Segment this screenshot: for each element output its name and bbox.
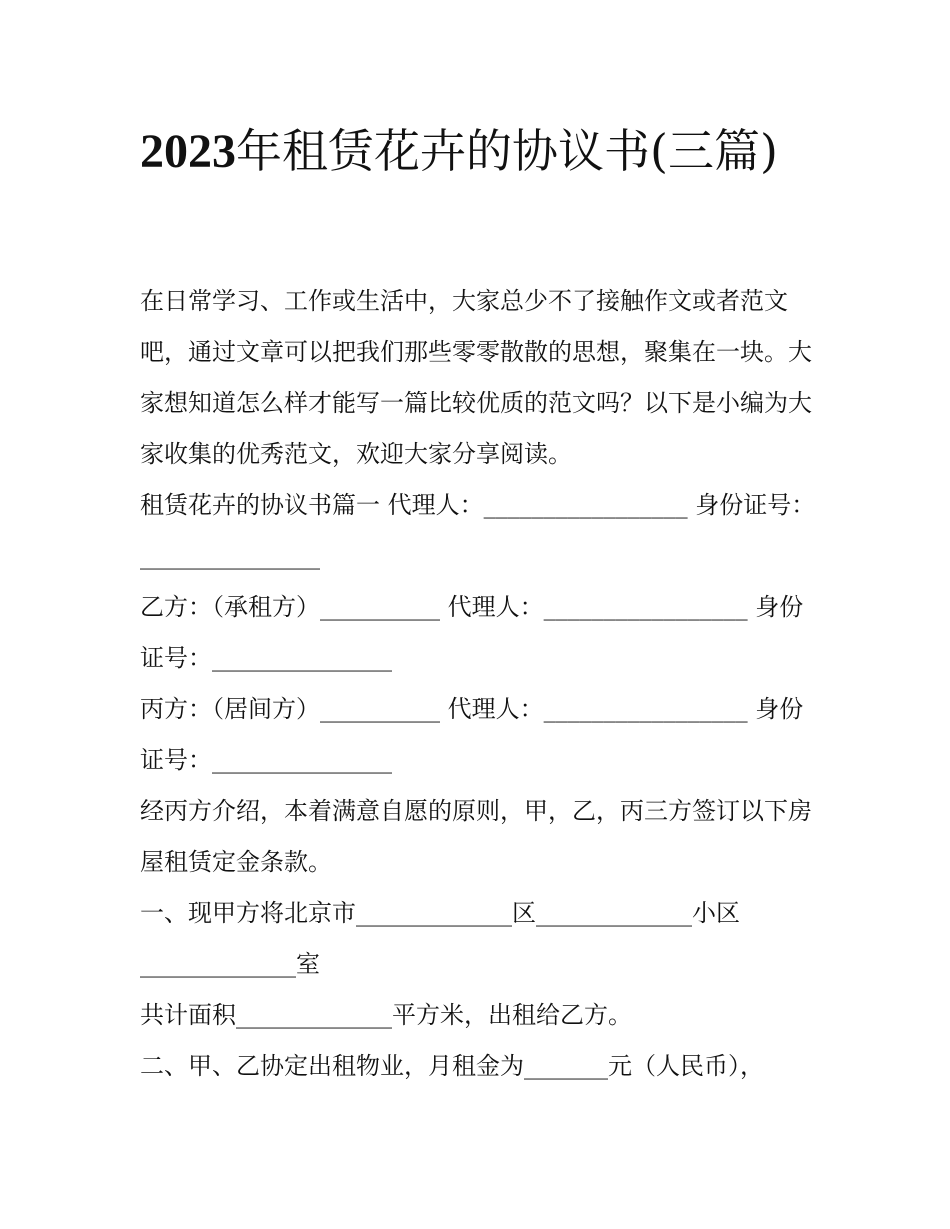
title-year: 2023 bbox=[140, 125, 236, 178]
paragraph-agreement: 经丙方介绍，本着满意自愿的原则，甲，乙，丙三方签订以下房屋租赁定金条款。 bbox=[140, 797, 812, 876]
paragraph-party-b: 乙方：（承租方）__________ 代理人：_________________ 身份证号：_______________ bbox=[140, 593, 804, 672]
intro-paragraph: 在日常学习、工作或生活中，大家总少不了接触作文或者范文吧，通过文章可以把我们那些零零散散的思想，聚集在一块。大家想知道怎么样才能写一篇比较优质的范文吗？以下是小编为大家收集的优秀范文，欢迎大家分享阅读。 bbox=[140, 287, 812, 468]
title-text: 年租赁花卉的协议书(三篇) bbox=[236, 124, 778, 178]
paragraph-party-c: 丙方：（居间方）__________ 代理人：_________________ 身份证号：_______________ bbox=[140, 695, 804, 774]
paragraph-agent-party-a: 租赁花卉的协议书篇一 代理人：_________________ 身份证号：_______________ bbox=[140, 491, 816, 570]
paragraph-clause-1: 一、现甲方将北京市_____________区_____________小区_____________室 bbox=[140, 899, 740, 978]
document-title bbox=[140, 112, 820, 191]
document-body bbox=[140, 276, 820, 1092]
paragraph-area: 共计面积_____________平方米，出租给乙方。 bbox=[140, 1001, 632, 1029]
paragraph-clause-2: 二、甲、乙协定出租物业，月租金为_______元（人民币）， bbox=[140, 1052, 764, 1080]
